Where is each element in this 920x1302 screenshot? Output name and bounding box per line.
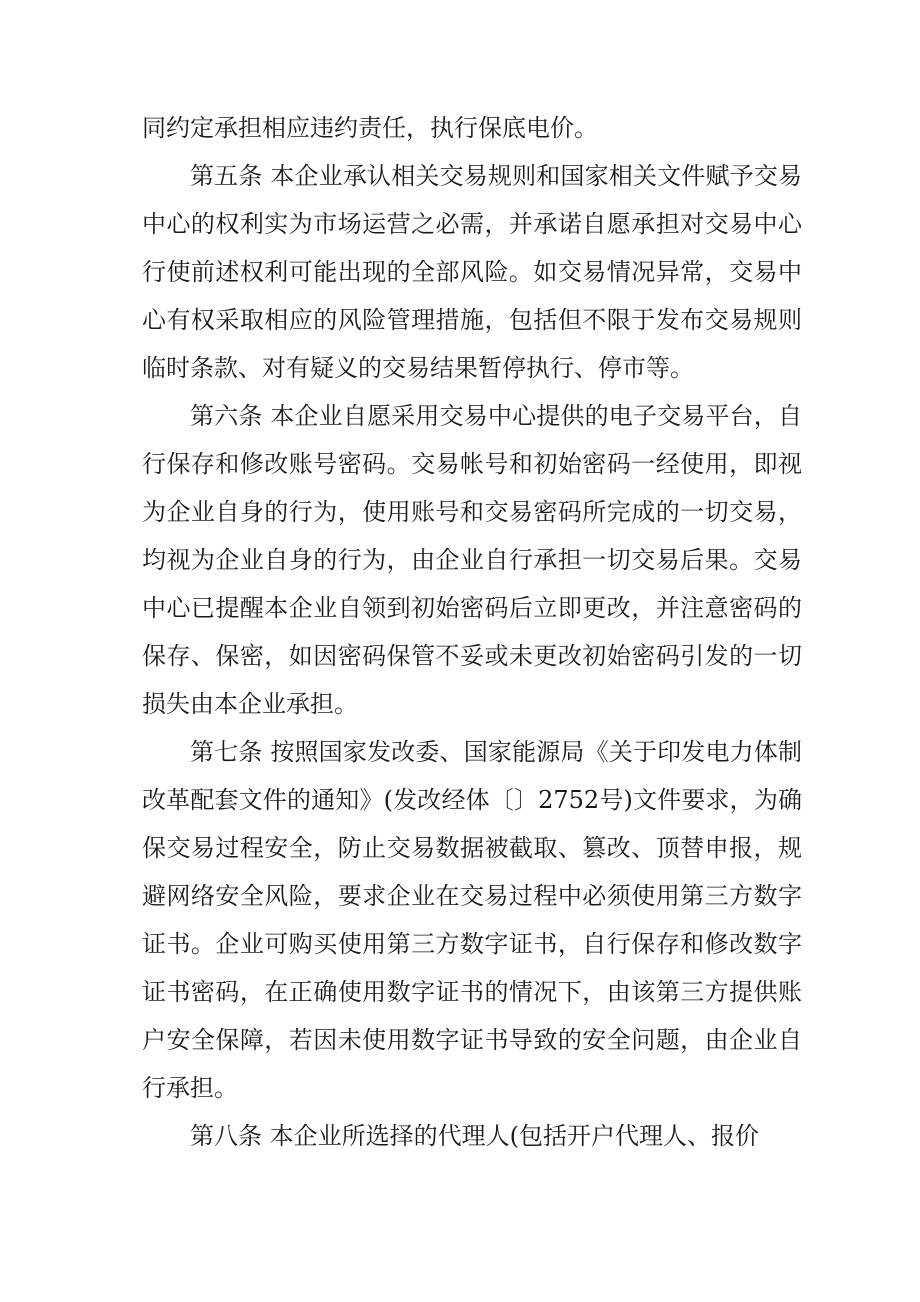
paragraph-article-8: 第八条 本企业所选择的代理人(包括开户代理人、报价 (190, 1122, 759, 1150)
document-body (142, 104, 802, 1160)
paragraph-article-7: 第七条 按照国家发改委、国家能源局《关于印发电力体制改革配套文件的通知》(发改经体〔〕2752号)文件要求，为确保交易过程安全，防止交易数据被截取、篡改、顶替申报，规避网络安全风险，要求企业在交易过程中必须使用第三方数字证书。企业可购买使用第三方数字证书，自行保存和修改数字证书密码，在正确使用数字证书的情况下，由该第三方提供账户安全保障，若因未使用数字证书导致的安全问题，由企业自行承担。 (142, 738, 802, 1102)
paragraph-article-5: 第五条 本企业承认相关交易规则和国家相关文件赋予交易中心的权利实为市场运营之必需，并承诺自愿承担对交易中心行使前述权利可能出现的全部风险。如交易情况异常，交易中心有权采取相应的风险管理措施，包括但不限于发布交易规则临时条款、对有疑义的交易结果暂停执行、停市等。 (142, 162, 802, 382)
paragraph-continuation: 同约定承担相应违约责任，执行保底电价。 (142, 114, 598, 142)
paragraph-article-6: 第六条 本企业自愿采用交易中心提供的电子交易平台，自行保存和修改账号密码。交易帐号和初始密码一经使用，即视为企业自身的行为，使用账号和交易密码所完成的一切交易，均视为企业自身的行为，由企业自行承担一切交易后果。交易中心已提醒本企业自领到初始密码后立即更改，并注意密码的保存、保密，如因密码保管不妥或未更改初始密码引发的一切损失由本企业承担。 (142, 402, 802, 718)
